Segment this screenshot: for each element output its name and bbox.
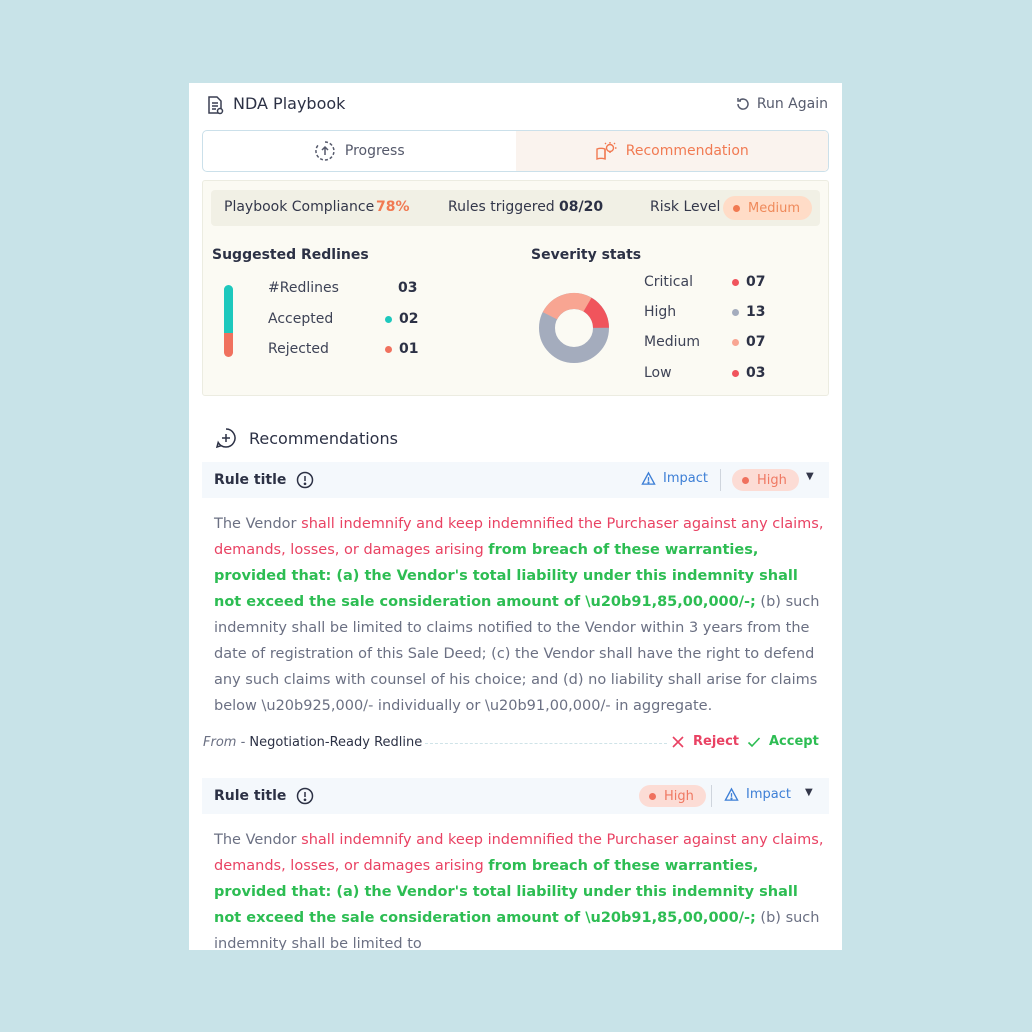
from-label: From - bbox=[203, 735, 250, 750]
text-normal: (b) such indemnity shall be limited to claims notified to the Vendor within 3 years from the date of registration of this Sale Deed; (c) the Vendor shall have the right to defend any such claims with counsel of his choice; and (d) no liability shall arise for claims below \u20b925,000/- individually or \u20b91,00,000/- in aggregate. bbox=[214, 594, 820, 714]
impact-label-2: Impact bbox=[746, 787, 791, 802]
risk-value: Medium bbox=[748, 200, 800, 216]
run-again-button[interactable] bbox=[735, 96, 828, 112]
run-again-label: Run Again bbox=[756, 96, 828, 112]
rejected-number: 01 bbox=[399, 341, 419, 357]
accept-button[interactable] bbox=[747, 734, 819, 749]
text-removed: shall indemnify and keep indemnified the Purchaser against any claims, demands, losses, or damages arising bbox=[214, 516, 824, 558]
reject-label: Reject bbox=[693, 734, 740, 749]
risk-badge bbox=[723, 196, 812, 220]
low-number: 03 bbox=[746, 365, 766, 381]
redline-source-row bbox=[203, 733, 829, 753]
chevron-down-icon[interactable]: ▼ bbox=[806, 471, 814, 482]
risk-dot bbox=[733, 205, 740, 212]
dashed-divider bbox=[425, 743, 667, 744]
critical-number: 07 bbox=[746, 274, 766, 290]
rules-value: 08/20 bbox=[559, 199, 604, 215]
critical-dot bbox=[732, 279, 739, 286]
severity-title: Severity stats bbox=[531, 247, 642, 263]
from-text bbox=[203, 735, 422, 750]
severity-dot bbox=[649, 793, 656, 800]
redlines-title: Suggested Redlines bbox=[212, 247, 369, 263]
document-icon bbox=[205, 95, 225, 115]
high-number: 13 bbox=[746, 304, 766, 320]
risk-label: Risk Level bbox=[650, 199, 721, 215]
rule-header-1[interactable] bbox=[202, 462, 829, 498]
accepted-segment bbox=[224, 285, 233, 333]
warning-triangle-icon bbox=[641, 471, 656, 486]
recommendations-heading bbox=[215, 427, 398, 449]
rejected-value bbox=[385, 341, 418, 357]
text-added: from breach of these warranties, provided that: (a) the Vendor's total liability under this indemnity shall not exceed the sale consideration amount of \u20b91,85,00,000/-; bbox=[214, 858, 798, 926]
redlines-count-number: 03 bbox=[398, 280, 418, 296]
accepted-label: Accepted bbox=[268, 311, 334, 327]
summary-bar bbox=[211, 190, 820, 226]
low-dot bbox=[732, 370, 739, 377]
accepted-number: 02 bbox=[399, 311, 419, 327]
impact-button-2[interactable] bbox=[724, 787, 791, 802]
rejected-dot bbox=[385, 346, 392, 353]
severity-critical-label: Critical bbox=[644, 274, 693, 290]
severity-high-value bbox=[732, 304, 765, 320]
rule-title-text-1: Rule title bbox=[214, 472, 287, 488]
warning-triangle-icon bbox=[724, 787, 739, 802]
tab-progress-label: Progress bbox=[344, 143, 405, 159]
reject-button[interactable] bbox=[671, 734, 739, 749]
severity-donut-chart bbox=[536, 290, 612, 366]
from-source: Negotiation-Ready Redline bbox=[249, 735, 423, 750]
severity-label-1: High bbox=[757, 472, 787, 488]
impact-label-1: Impact bbox=[663, 471, 708, 486]
nda-playbook-panel bbox=[189, 83, 842, 950]
rules-label: Rules triggered bbox=[448, 199, 555, 215]
page-title: NDA Playbook bbox=[233, 94, 346, 113]
close-icon bbox=[671, 735, 685, 749]
rule-title-text-2: Rule title bbox=[214, 788, 287, 804]
medium-number: 07 bbox=[746, 334, 766, 350]
rejected-segment bbox=[224, 333, 233, 357]
severity-badge-1 bbox=[732, 469, 799, 491]
stats-card bbox=[202, 180, 829, 396]
compliance-label: Playbook Compliance bbox=[224, 199, 375, 215]
redlines-count-value bbox=[398, 280, 417, 296]
text-normal: The Vendor bbox=[214, 832, 302, 848]
medium-dot bbox=[732, 339, 739, 346]
severity-medium-label: Medium bbox=[644, 334, 700, 350]
tab-bar bbox=[202, 130, 829, 172]
accepted-dot bbox=[385, 316, 392, 323]
refresh-icon bbox=[735, 96, 751, 112]
recommendations-title: Recommendations bbox=[249, 428, 398, 448]
chevron-down-icon[interactable]: ▼ bbox=[805, 787, 813, 798]
text-added: from breach of these warranties, provided that: (a) the Vendor's total liability under this indemnity shall not exceed the sale consideration amount of \u20b91,85,00,000/-; bbox=[214, 542, 798, 610]
recommendation-text-2 bbox=[214, 827, 824, 950]
upload-progress-icon bbox=[314, 140, 336, 162]
tab-recommendation[interactable] bbox=[516, 131, 829, 171]
divider bbox=[711, 785, 712, 807]
recommendation-text-1 bbox=[214, 511, 824, 719]
accepted-value bbox=[385, 311, 418, 327]
check-icon bbox=[747, 735, 761, 749]
chat-plus-icon bbox=[215, 427, 237, 449]
divider bbox=[720, 469, 721, 491]
lightbulb-book-icon bbox=[595, 140, 617, 162]
info-icon[interactable] bbox=[296, 471, 314, 489]
rule-header-2[interactable] bbox=[202, 778, 829, 814]
severity-medium-value bbox=[732, 334, 765, 350]
accept-label: Accept bbox=[769, 734, 819, 749]
tab-progress[interactable] bbox=[203, 131, 516, 171]
severity-dot bbox=[742, 477, 749, 484]
redlines-count-label: #Redlines bbox=[268, 280, 339, 296]
tab-recommendation-label: Recommendation bbox=[625, 143, 749, 159]
severity-high-label: High bbox=[644, 304, 677, 320]
high-dot bbox=[732, 309, 739, 316]
text-removed: shall indemnify and keep indemnified the Purchaser against any claims, demands, losses, or damages arising bbox=[214, 832, 824, 874]
severity-label-2: High bbox=[664, 788, 694, 804]
severity-critical-value bbox=[732, 274, 765, 290]
info-icon[interactable] bbox=[296, 787, 314, 805]
severity-low-label: Low bbox=[644, 365, 672, 381]
text-normal: (b) such indemnity shall be limited to bbox=[214, 910, 820, 950]
redline-progress-bar bbox=[224, 285, 233, 357]
rule-title-1 bbox=[214, 471, 314, 489]
severity-low-value bbox=[732, 365, 765, 381]
rejected-label: Rejected bbox=[268, 341, 329, 357]
severity-badge-2 bbox=[639, 785, 706, 807]
rule-title-2 bbox=[214, 787, 314, 805]
text-normal: The Vendor bbox=[214, 516, 302, 532]
impact-button-1[interactable] bbox=[641, 471, 708, 486]
compliance-value: 78% bbox=[376, 199, 410, 215]
panel-header bbox=[189, 83, 842, 127]
